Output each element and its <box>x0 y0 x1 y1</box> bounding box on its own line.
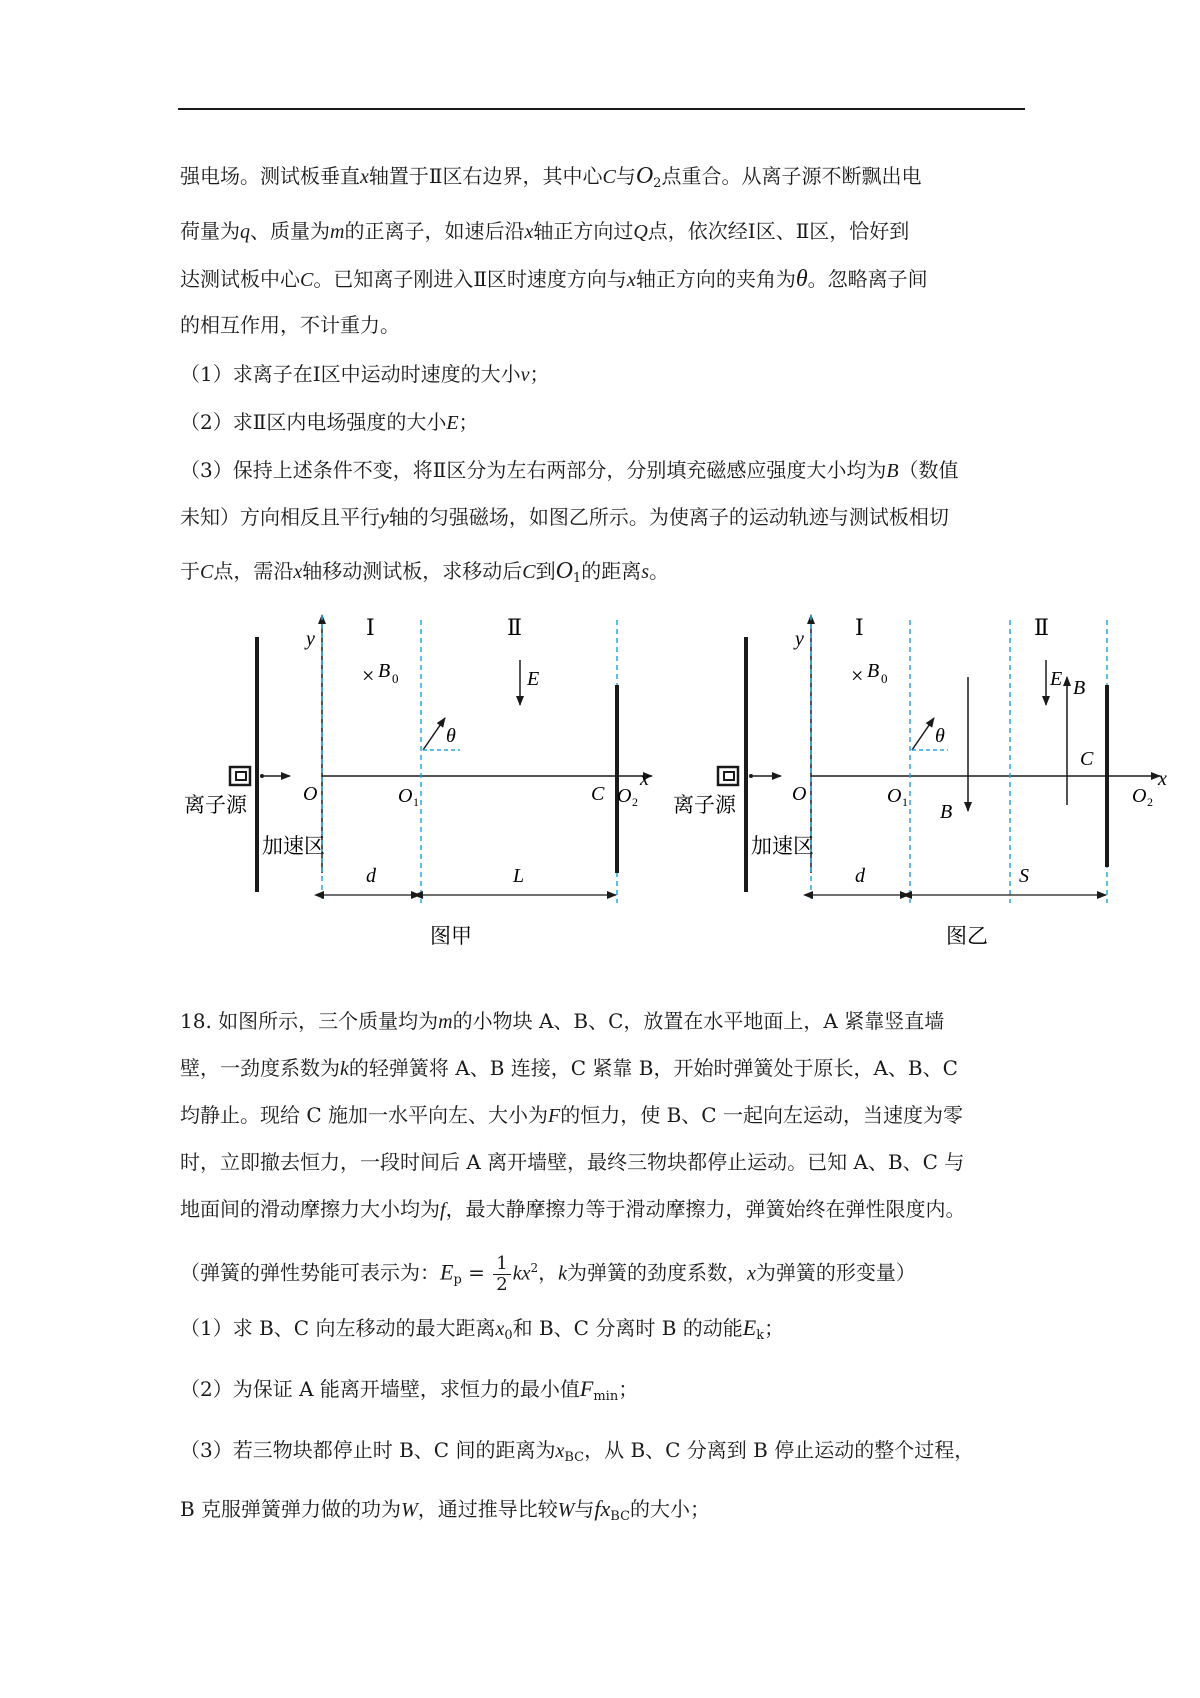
b-down-label: B <box>940 801 953 823</box>
header-rule <box>178 108 1025 110</box>
p18-line-5: 地面间的滑动摩擦力大小均为f，最大静摩擦力等于滑动摩擦力，弹簧始终在弹性限度内。 <box>180 1197 966 1221</box>
p17-question-2: （2）求Ⅱ区内电场强度的大小E； <box>180 410 479 434</box>
x-label: x <box>640 768 649 790</box>
caption-jia: 图甲 <box>430 924 472 948</box>
svg-text:d: d <box>366 865 376 887</box>
c-label: C <box>591 783 605 805</box>
p18-question-3b: B 克服弹簧弹力做的功为W，通过推导比较W与$fx_{BC}$的大小； <box>180 1496 711 1524</box>
accel-zone-label: 加速区 <box>262 834 325 858</box>
field-into-page-icon: × <box>362 663 375 688</box>
svg-text:B: B <box>867 660 880 682</box>
p18-line-4: 时，立即撤去恒力，一段时间后 A 离开墙壁，最终三物块都停止运动。已知 A、B、C 与 <box>180 1150 965 1174</box>
p17-line-1: 强电场。测试板垂直x轴置于Ⅱ区右边界，其中心C与$O_2$点重合。从离子源不断飘出电 <box>180 163 922 191</box>
p18-question-2: （2）为保证 A 能离开墙壁，求恒力的最小值$F_{min}$； <box>180 1376 639 1404</box>
velocity-arrow <box>912 718 934 750</box>
p17-question-3b: 未知）方向相反且平行y轴的匀强磁场，如图乙所示。为使离子的运动轨迹与测试板相切 <box>180 505 949 529</box>
accel-zone-label: 加速区 <box>751 834 814 858</box>
zone-1-label: Ⅰ <box>855 615 864 640</box>
figure-jia <box>184 615 652 948</box>
svg-text:S: S <box>1019 865 1029 887</box>
figure-yi <box>673 615 1167 948</box>
p18-line-6: （弹簧的弹性势能可表示为：$E_p$ = $\frac{1}{2}$ $kx^2$，k为弹簧的劲度系数，x为弹簧的形变量） <box>180 1252 916 1295</box>
origin-label: O <box>303 783 318 805</box>
x-label: x <box>1158 768 1167 790</box>
fraction-half: $\frac{1}{2}$ <box>493 1254 510 1295</box>
p18-question-3a: （3）若三物块都停止时 B、C 间的距离为$x_{BC}$，从 B、C 分离到 B 停止运动的整个过程， <box>180 1438 975 1465</box>
field-into-page-icon: × <box>851 663 864 688</box>
figures <box>0 605 1200 965</box>
zone-2-label: Ⅱ <box>1034 615 1049 640</box>
svg-text:O: O <box>398 785 413 807</box>
e-label: E <box>527 668 540 690</box>
svg-text:O: O <box>887 785 902 807</box>
zone-1-label: Ⅰ <box>366 615 375 640</box>
e-label: E <box>1050 668 1063 690</box>
svg-text:O: O <box>617 785 632 807</box>
p18-line-1: 18. 如图所示，三个质量均为m的小物块 A、B、C，放置在水平地面上，A 紧靠竖直墙 <box>180 1009 945 1033</box>
svg-text:0: 0 <box>881 671 888 686</box>
ion-source-label: 离子源 <box>673 793 736 817</box>
theta-label: θ <box>935 725 945 747</box>
p18-line-3: 均静止。现给 C 施加一水平向左、大小为F的恒力，使 B、C 一起向左运动，当速度为零 <box>180 1103 963 1127</box>
svg-text:2: 2 <box>1147 795 1153 809</box>
p17-question-3c: 于C点，需沿x轴移动测试板，求移动后C到$O_1$的距离s。 <box>180 558 669 586</box>
svg-text:0: 0 <box>392 671 399 686</box>
p17-question-1: （1）求离子在Ⅰ区中运动时速度的大小v； <box>180 362 550 386</box>
svg-text:B: B <box>378 660 391 682</box>
y-label: y <box>795 628 804 650</box>
p18-question-1: （1）求 B、C 向左移动的最大距离$x_0$和 B、C 分离时 B 的动能$E_k$； <box>180 1315 785 1343</box>
velocity-arrow <box>423 718 445 750</box>
svg-text:1: 1 <box>902 795 908 809</box>
caption-yi: 图乙 <box>946 924 988 948</box>
p18-line-2: 壁，一劲度系数为k的轻弹簧将 A、B 连接，C 紧靠 B，开始时弹簧处于原长，A、B、C <box>180 1056 958 1080</box>
b-up-label: B <box>1073 677 1086 699</box>
p17-line-2: 荷量为q、质量为m的正离子，如速后沿x轴正方向过Q点，依次经Ⅰ区、Ⅱ区，恰好到 <box>180 219 910 243</box>
p17-line-3: 达测试板中心C。已知离子刚进入Ⅱ区时速度方向与x轴正方向的夹角为θ。忽略离子间 <box>180 266 928 292</box>
p17-question-3a: （3）保持上述条件不变，将Ⅱ区分为左右两部分，分别填充磁感应强度大小均为B（数值 <box>180 458 959 482</box>
theta-label: θ <box>446 725 456 747</box>
origin-label: O <box>792 783 807 805</box>
ion-source-label: 离子源 <box>184 793 247 817</box>
svg-text:2: 2 <box>632 795 638 809</box>
y-label: y <box>306 628 315 650</box>
svg-text:1: 1 <box>413 795 419 809</box>
p17-line-4: 的相互作用，不计重力。 <box>180 313 400 337</box>
c-label: C <box>1080 748 1094 770</box>
svg-text:O: O <box>1132 785 1147 807</box>
svg-text:L: L <box>513 865 525 887</box>
svg-text:d: d <box>855 865 865 887</box>
zone-2-label: Ⅱ <box>507 615 522 640</box>
